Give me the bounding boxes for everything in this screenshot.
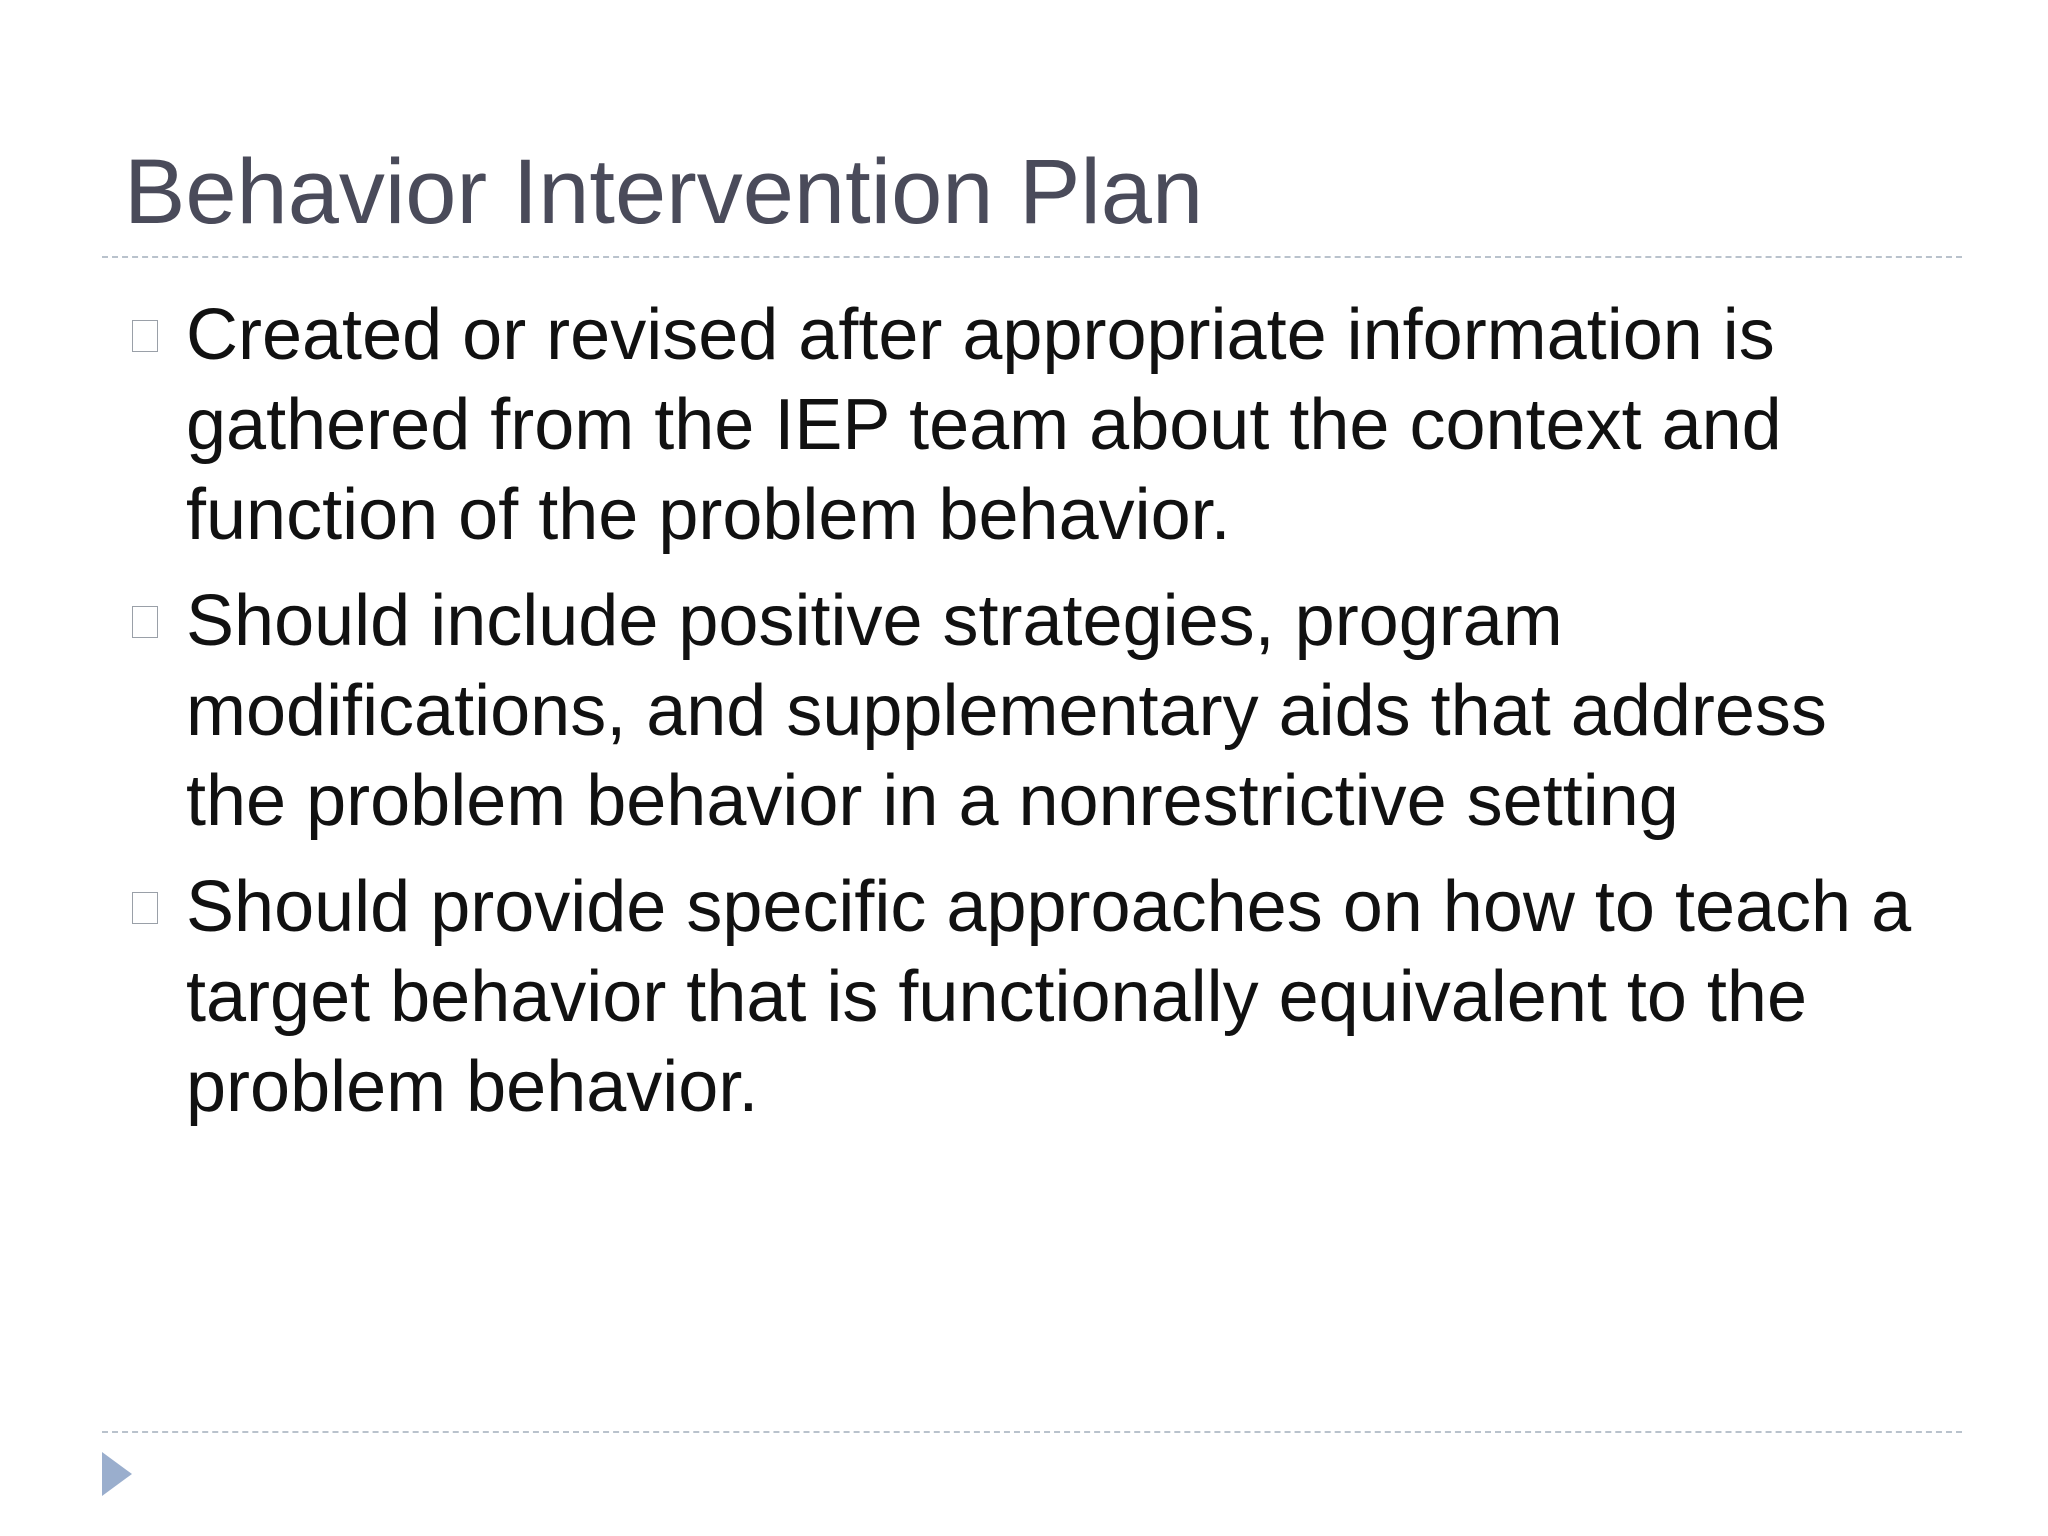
- footer-divider: [102, 1431, 1962, 1433]
- bullet-text: Should include positive strategies, program modifications, and supplementary aids that address the problem behavior in a nonrestrictive setting: [186, 581, 1827, 841]
- bullet-item: [124, 862, 1944, 1132]
- bullet-square-icon: [132, 892, 158, 924]
- bullet-list: [124, 290, 1944, 1148]
- triangle-arrow-icon: [102, 1452, 132, 1496]
- bullet-text: Created or revised after appropriate information is gathered from the IEP team about the context and function of the problem behavior.: [186, 295, 1782, 555]
- bullet-square-icon: [132, 606, 158, 638]
- bullet-square-icon: [132, 320, 158, 352]
- bullet-item: [124, 290, 1944, 560]
- title-divider: [102, 256, 1962, 258]
- bullet-item: [124, 576, 1944, 846]
- slide-title: Behavior Intervention Plan: [124, 141, 1204, 243]
- bullet-text: Should provide specific approaches on how to teach a target behavior that is functionally equivalent to the problem behavior.: [186, 867, 1912, 1127]
